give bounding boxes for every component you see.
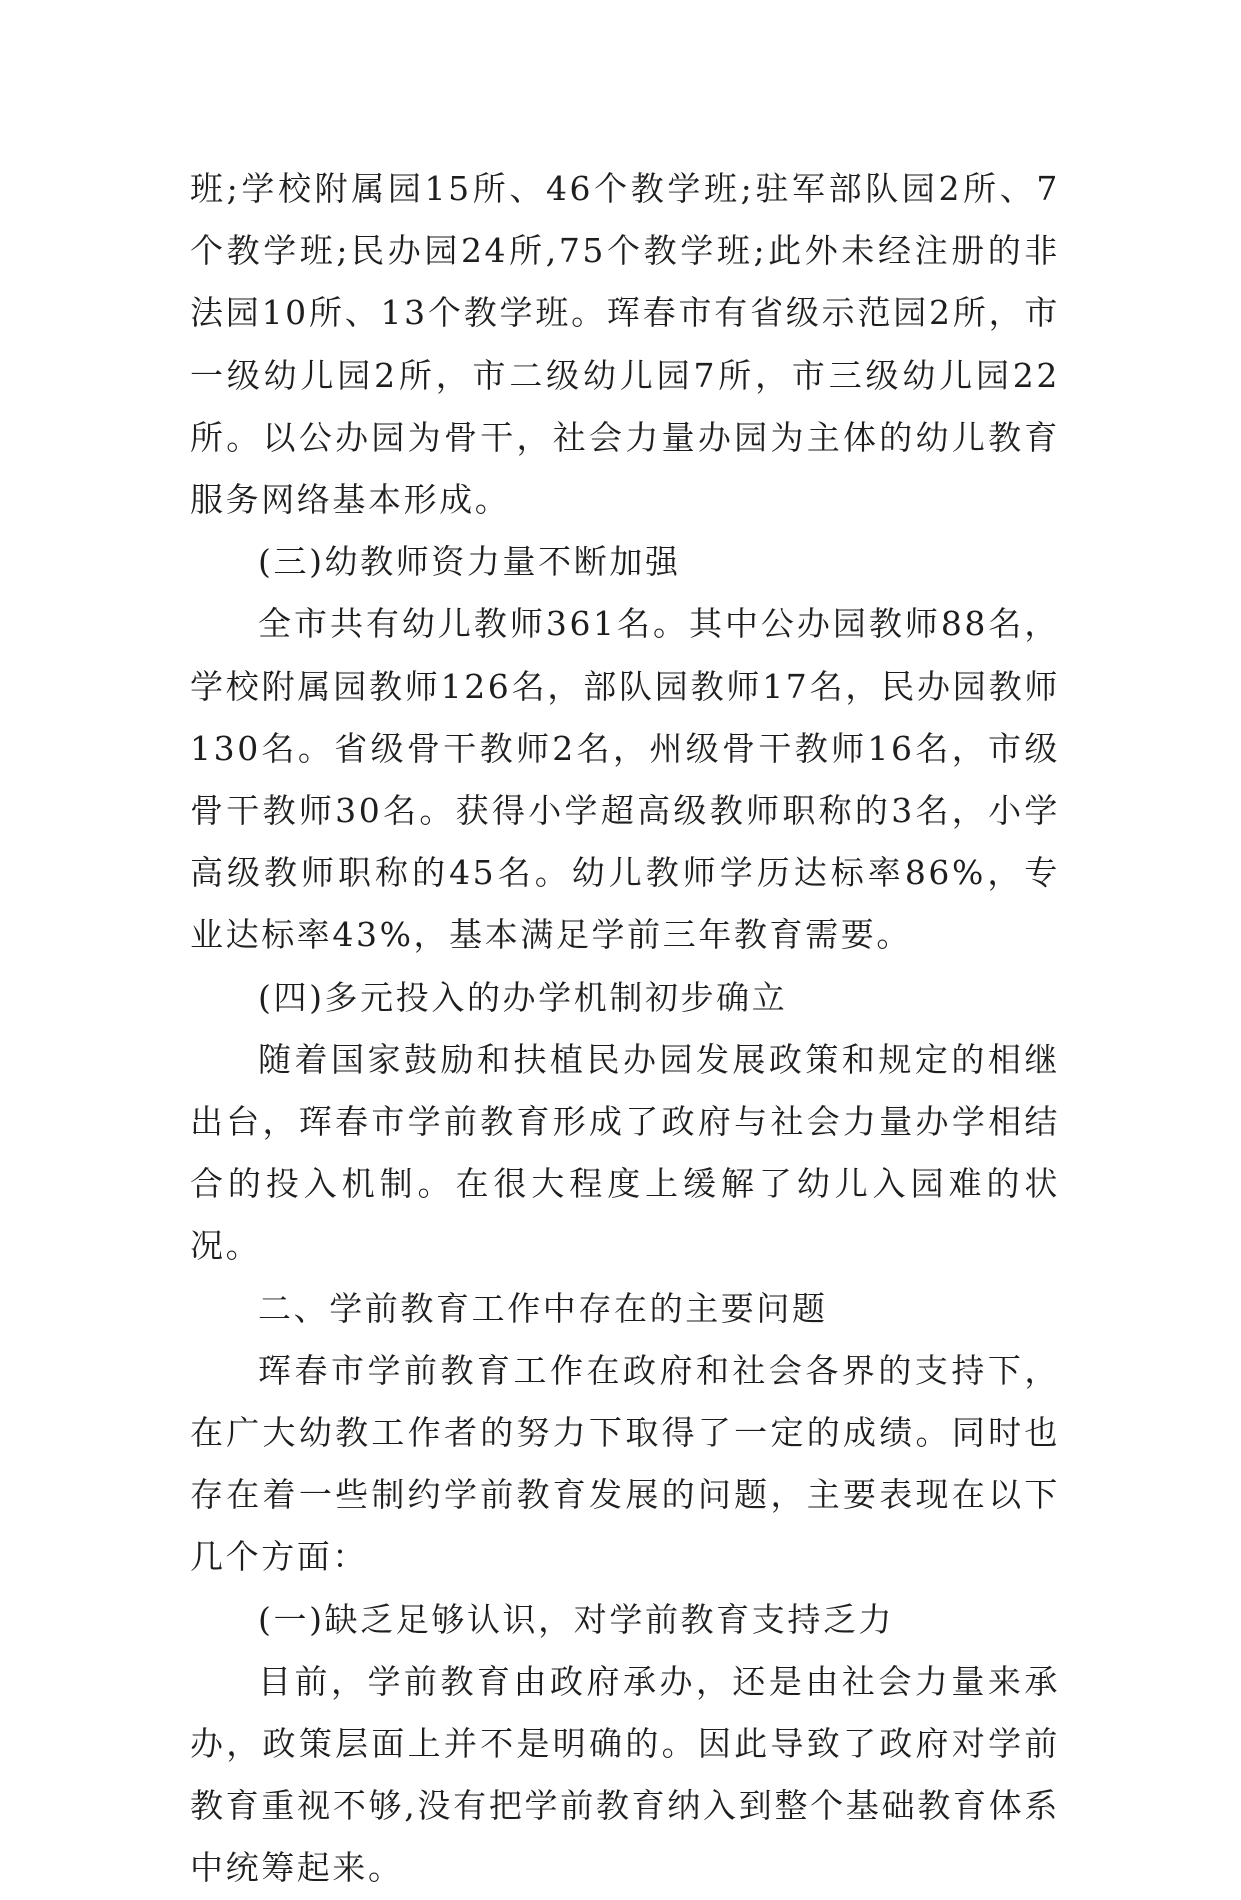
section-heading-teachers: (三)幼教师资力量不断加强 <box>258 542 681 582</box>
paragraph-problems-intro: 珲春市学前教育工作在政府和社会各界的支持下，在广大幼教工作者的努力下取得了一定的成绩。同时也存在着一些制约学前教育发展的问题，主要表现在以下几个方面： <box>190 1350 1060 1577</box>
paragraph-school-counts: 班;学校附属园15所、46个教学班;驻军部队园2所、7个教学班;民办园24所,75个教学班;此外未经注册的非法园10所、13个教学班。珲春市有省级示范园2所，市一级幼儿园2所，市二级幼儿园7所，市三级幼儿园22所。以公办园为骨干，社会力量办园为主体的幼儿教育服务网络基本形成。 <box>190 169 1060 520</box>
section-heading-awareness: (一)缺乏足够认识，对学前教育支持乏力 <box>258 1599 895 1639</box>
section-heading-funding: (四)多元投入的办学机制初步确立 <box>258 977 788 1017</box>
section-heading-problems: 二、学前教育工作中存在的主要问题 <box>258 1288 828 1328</box>
paragraph-awareness: 目前，学前教育由政府承办，还是由社会力量来承办，政策层面上并不是明确的。因此导致了政府对学前教育重视不够,没有把学前教育纳入到整个基础教育体系中统筹起来。 <box>190 1661 1060 1888</box>
paragraph-funding: 随着国家鼓励和扶植民办园发展政策和规定的相继出台，珲春市学前教育形成了政府与社会力量办学相结合的投入机制。在很大程度上缓解了幼儿入园难的状况。 <box>190 1039 1060 1266</box>
paragraph-teacher-stats: 全市共有幼儿教师361名。其中公办园教师88名，学校附属园教师126名，部队园教师17名，民办园教师130名。省级骨干教师2名，州级骨干教师16名，市级骨干教师30名。获得小学超高级教师职称的3名，小学高级教师职称的45名。幼儿教师学历达标率86%，专业达标率43%，基本满足学前三年教育需要。 <box>190 604 1060 955</box>
document-body <box>190 158 1060 1900</box>
